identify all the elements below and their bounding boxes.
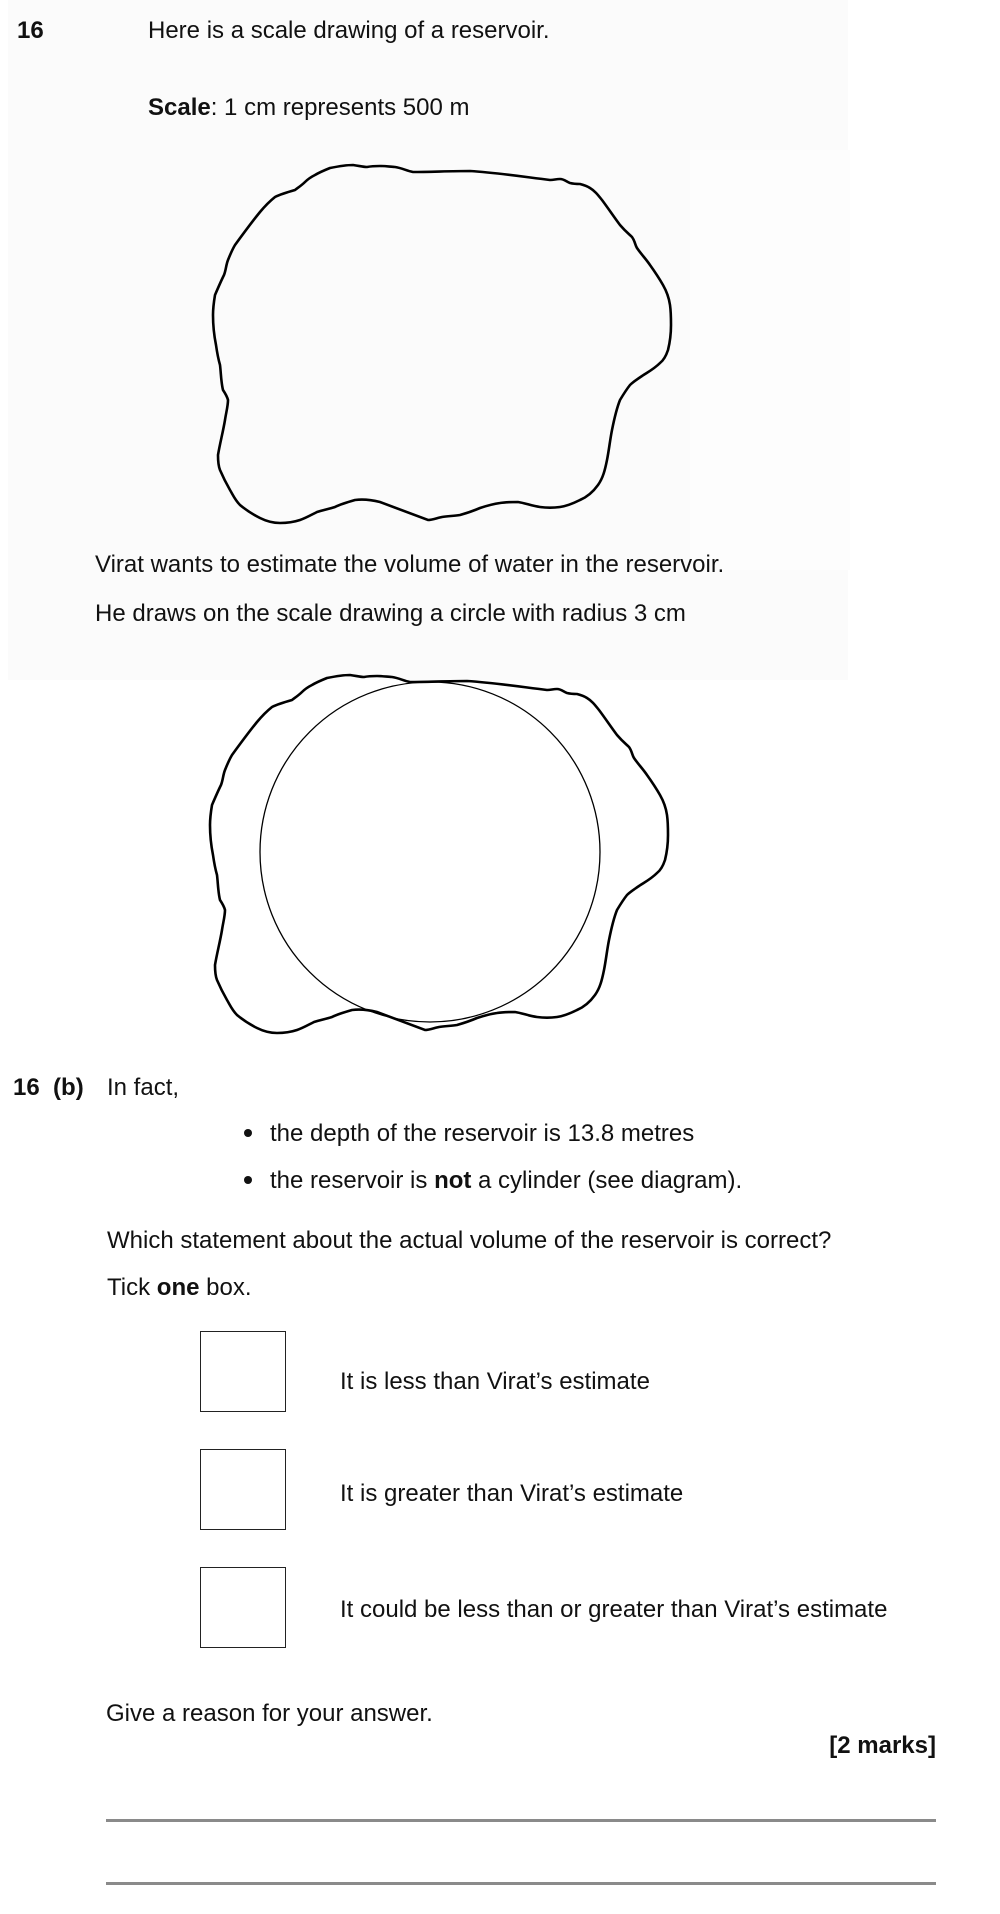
- fact-not-cylinder: [270, 1169, 742, 1193]
- option-either-checkbox[interactable]: [200, 1567, 286, 1648]
- reservoir-outline: [213, 165, 671, 523]
- estimate-text: Virat wants to estimate the volume of water in the reservoir.: [95, 551, 725, 578]
- tick-instruction: [107, 1276, 251, 1300]
- tick-bold: one: [156, 1274, 200, 1301]
- fact-depth-text: the depth of the reservoir is 13.8 metres: [270, 1120, 695, 1147]
- scale-text: : 1 cm represents 500 m: [210, 94, 470, 121]
- option-less-checkbox[interactable]: [200, 1331, 286, 1412]
- marks-label: [2 marks]: [829, 1732, 936, 1759]
- reservoir-outline-2: [210, 675, 668, 1033]
- bullet-icon: [244, 1129, 252, 1137]
- option-greater-label: It is greater than Virat’s estimate: [340, 1480, 684, 1507]
- option-greater-checkbox[interactable]: [200, 1449, 286, 1530]
- fact-depth: [270, 1122, 694, 1146]
- question-number: 16: [17, 17, 44, 44]
- part-b-label: [13, 1076, 84, 1100]
- option-less-label: It is less than Virat’s estimate: [340, 1368, 650, 1395]
- fact-text-pre: the reservoir is: [270, 1167, 435, 1194]
- tick-pre: Tick: [107, 1274, 157, 1301]
- reason-prompt: Give a reason for your answer.: [106, 1700, 433, 1727]
- part-b-letter: (b): [53, 1074, 84, 1101]
- fact-text-post: a cylinder (see diagram).: [471, 1167, 743, 1194]
- fact-text-bold: not: [434, 1167, 472, 1194]
- part-b-number: 16: [13, 1074, 40, 1101]
- circle-text: He draws on the scale drawing a circle with radius 3 cm: [95, 600, 686, 627]
- estimate-circle: [260, 682, 600, 1022]
- answer-line-2[interactable]: [106, 1882, 936, 1885]
- part-b-lead: In fact,: [107, 1074, 180, 1101]
- question-prompt: Which statement about the actual volume of the reservoir is correct?: [107, 1227, 832, 1254]
- bullet-icon: [244, 1176, 252, 1184]
- tick-post: box.: [199, 1274, 252, 1301]
- scale-label: Scale: [148, 94, 211, 121]
- intro-text: Here is a scale drawing of a reservoir.: [148, 17, 550, 44]
- answer-line-1[interactable]: [106, 1819, 936, 1822]
- option-either-label: It could be less than or greater than Virat’s estimate: [340, 1596, 888, 1623]
